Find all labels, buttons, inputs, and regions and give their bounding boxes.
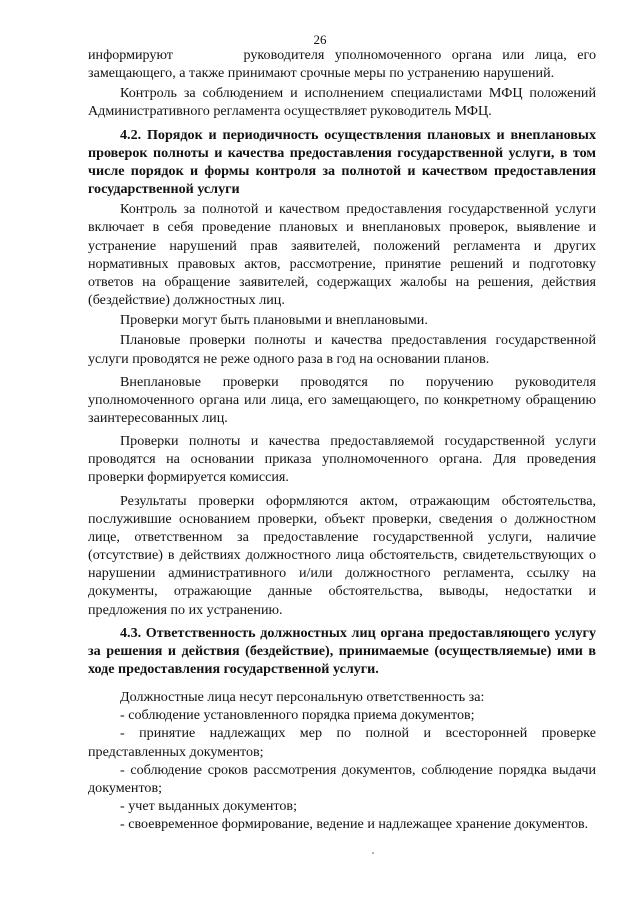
list-item-storage: - своевременное формирование, ведение и надлежащее хранение документов. [120,816,589,833]
list-item-verification: - принятие надлежащих мер по полной и всесторонней проверке представленных документов; [88,725,596,760]
scan-speck [372,852,374,854]
list-item-acceptance: - соблюдение установленного порядка приема документов; [120,707,475,724]
paragraph-check-types: Проверки могут быть плановыми и внеплановыми. [120,312,428,329]
paragraph-mfc-control: Контроль за соблюдением и исполнением специалистами МФЦ положений Административного регламента осуществляет руководитель МФЦ. [88,85,596,120]
page-number: 26 [313,32,327,47]
paragraph-check-basis: Проверки полноты и качества предоставляемой государственной услуги проводятся на основании приказа уполномоченного органа. Для проведения проверки формируется комиссия. [88,433,596,486]
paragraph-continuation: информируют руководителя уполномоченного органа или лица, его замещающего, а также принимают срочные меры по устранению нарушений. [88,47,596,82]
paragraph-check-results: Результаты проверки оформляются актом, отражающим обстоятельства, послужившие основанием проверки, объект проверки, сведения о должностном лице, ответственном за предоставление государственной услуги, наличие (отсутствие) в действиях должностного лица обстоятельств, свидетельствующих о нарушении административного и/или должностного регламента, ссылку на документы, отражающие данные обстоятельства, выводы, недостатки и предложения по их устранению. [88,492,596,618]
section-heading-4-2: 4.2. Порядок и периодичность осуществления плановых и внеплановых проверок полноты и качества предоставления государственной услуги, в том числе порядок и формы контроля за полнотой и качеством предоставления государственной услуги [88,126,596,198]
section-heading-4-3: 4.3. Ответственность должностных лиц органа предоставляющего услугу за решения и действия (бездействие), принимаемые (осуществляемые) ими в ходе предоставления государственной услуги. [88,624,596,677]
paragraph-control-scope: Контроль за полнотой и качеством предоставления государственной услуги включает в себя проведение плановых и внеплановых проверок, выявление и устранение нарушений прав заявителей, положений регламента и других нормативных правовых актов, рассмотрение, принятие решений и подготовку ответов на обращение заявителей, содержащих жалобы на решения, действия (бездействие) должностных лиц. [88,201,596,309]
paragraph-responsibility-intro: Должностные лица несут персональную ответственность за: [120,689,485,706]
list-item-accounting: - учет выданных документов; [120,798,297,815]
list-item-deadlines: - соблюдение сроков рассмотрения документов, соблюдение порядка выдачи документов; [88,761,596,796]
paragraph-unplanned-checks: Внеплановые проверки проводятся по поручению руководителя уполномоченного органа или лица, его замещающего, по конкретному обращению заинтересованных лиц. [88,373,596,426]
document-body [88,46,596,833]
paragraph-planned-checks: Плановые проверки полноты и качества предоставления государственной услуги проводятся не реже одного раза в год на основании планов. [88,332,596,367]
